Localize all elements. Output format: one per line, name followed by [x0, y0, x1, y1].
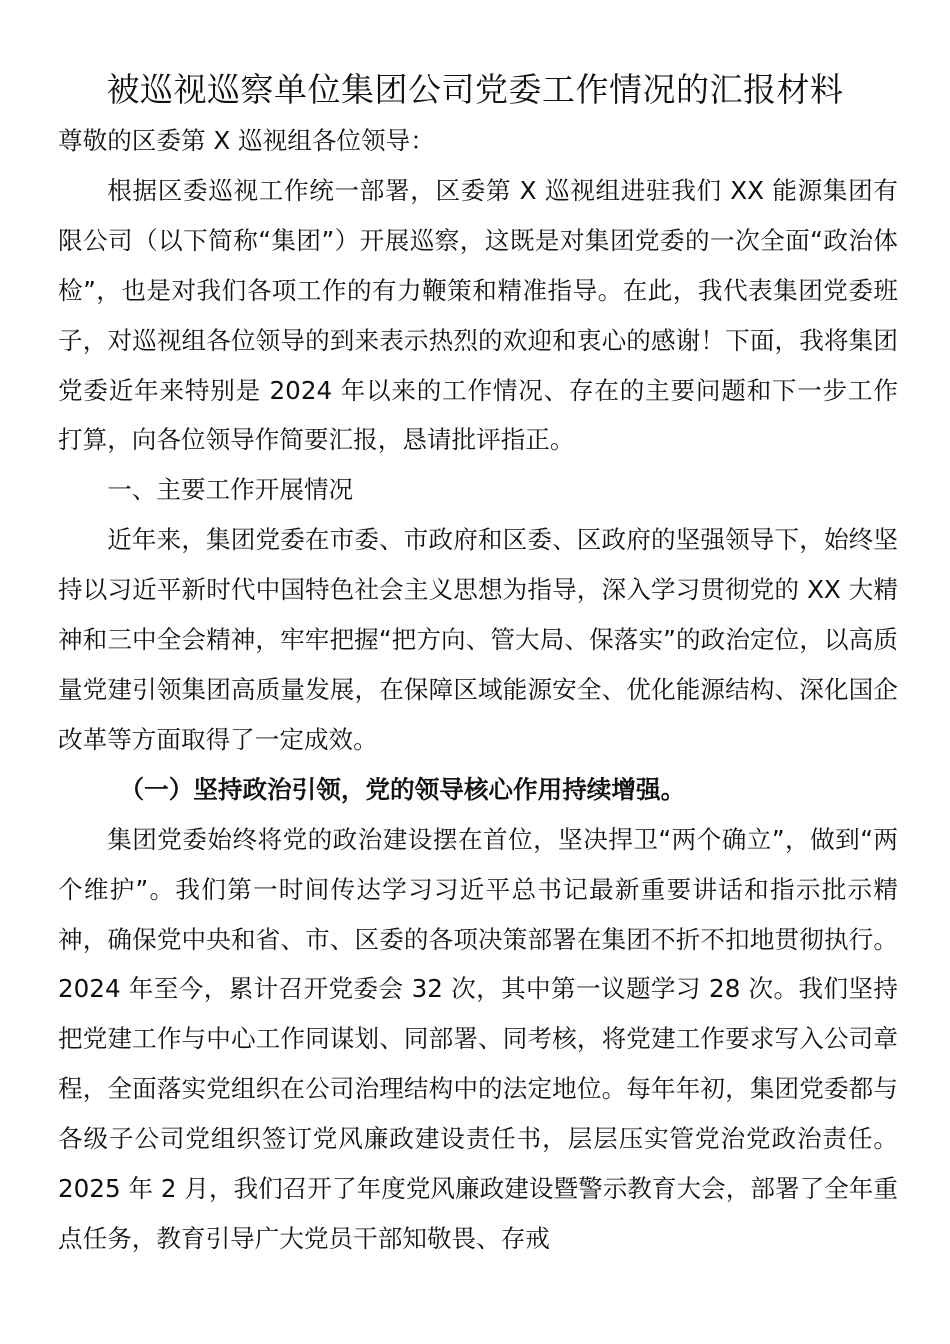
section-heading: 一、主要工作开展情况 — [107, 475, 354, 505]
salutation: 尊敬的区委第 X 巡视组各位领导： — [58, 126, 435, 155]
document-body — [58, 116, 898, 1264]
document-title: 被巡视巡察单位集团公司党委工作情况的汇报材料 — [106, 70, 844, 109]
intro-paragraph: 根据区委巡视工作统一部署，区委第 X 巡视组进驻我们 XX 能源集团有限公司（以下简称“集团”）开展巡察，这既是对集团党委的一次全面“政治体检”，也是对我们各项工作的有力鞭策和精准指导。在此，我代表集团党委班子，对巡视组各位领导的到来表示热烈的欢迎和衷心的感谢！下面，我将集团党委近年来特别是 2024 年以来的工作情况、存在的主要问题和下一步工作打算，向各位领导作简要汇报，恳请批评指正。 — [58, 175, 898, 455]
section-intro-paragraph: 近年来，集团党委在市委、市政府和区委、区政府的坚强领导下，始终坚持以习近平新时代中国特色社会主义思想为指导，深入学习贯彻党的 XX 大精神和三中全会精神，牢牢把握“把方向、管大局、保落实”的政治定位，以高质量党建引领集团高质量发展，在保障区域能源安全、优化能源结构、深化国企改革等方面取得了一定成效。 — [58, 525, 898, 754]
subsection-heading: （一）坚持政治引领，党的领导核心作用持续增强。 — [119, 774, 686, 804]
subsection-body-paragraph: 集团党委始终将党的政治建设摆在首位，坚决捍卫“两个确立”，做到“两个维护”。我们第一时间传达学习习近平总书记最新重要讲话和指示批示精神，确保党中央和省、市、区委的各项决策部署在集团不折不扣地贯彻执行。2024 年至今，累计召开党委会 32 次，其中第一议题学习 28 次。我们坚持把党建工作与中心工作同谋划、同部署、同考核，将党建工作要求写入公司章程，全面落实党组织在公司治理结构中的法定地位。每年年初，集团党委都与各级子公司党组织签订党风廉政建设责任书，层层压实管党治党政治责任。2025 年 2 月，我们召开了年度党风廉政建设暨警示教育大会，部署了全年重点任务，教育引导广大党员干部知敬畏、存戒 — [58, 824, 898, 1253]
